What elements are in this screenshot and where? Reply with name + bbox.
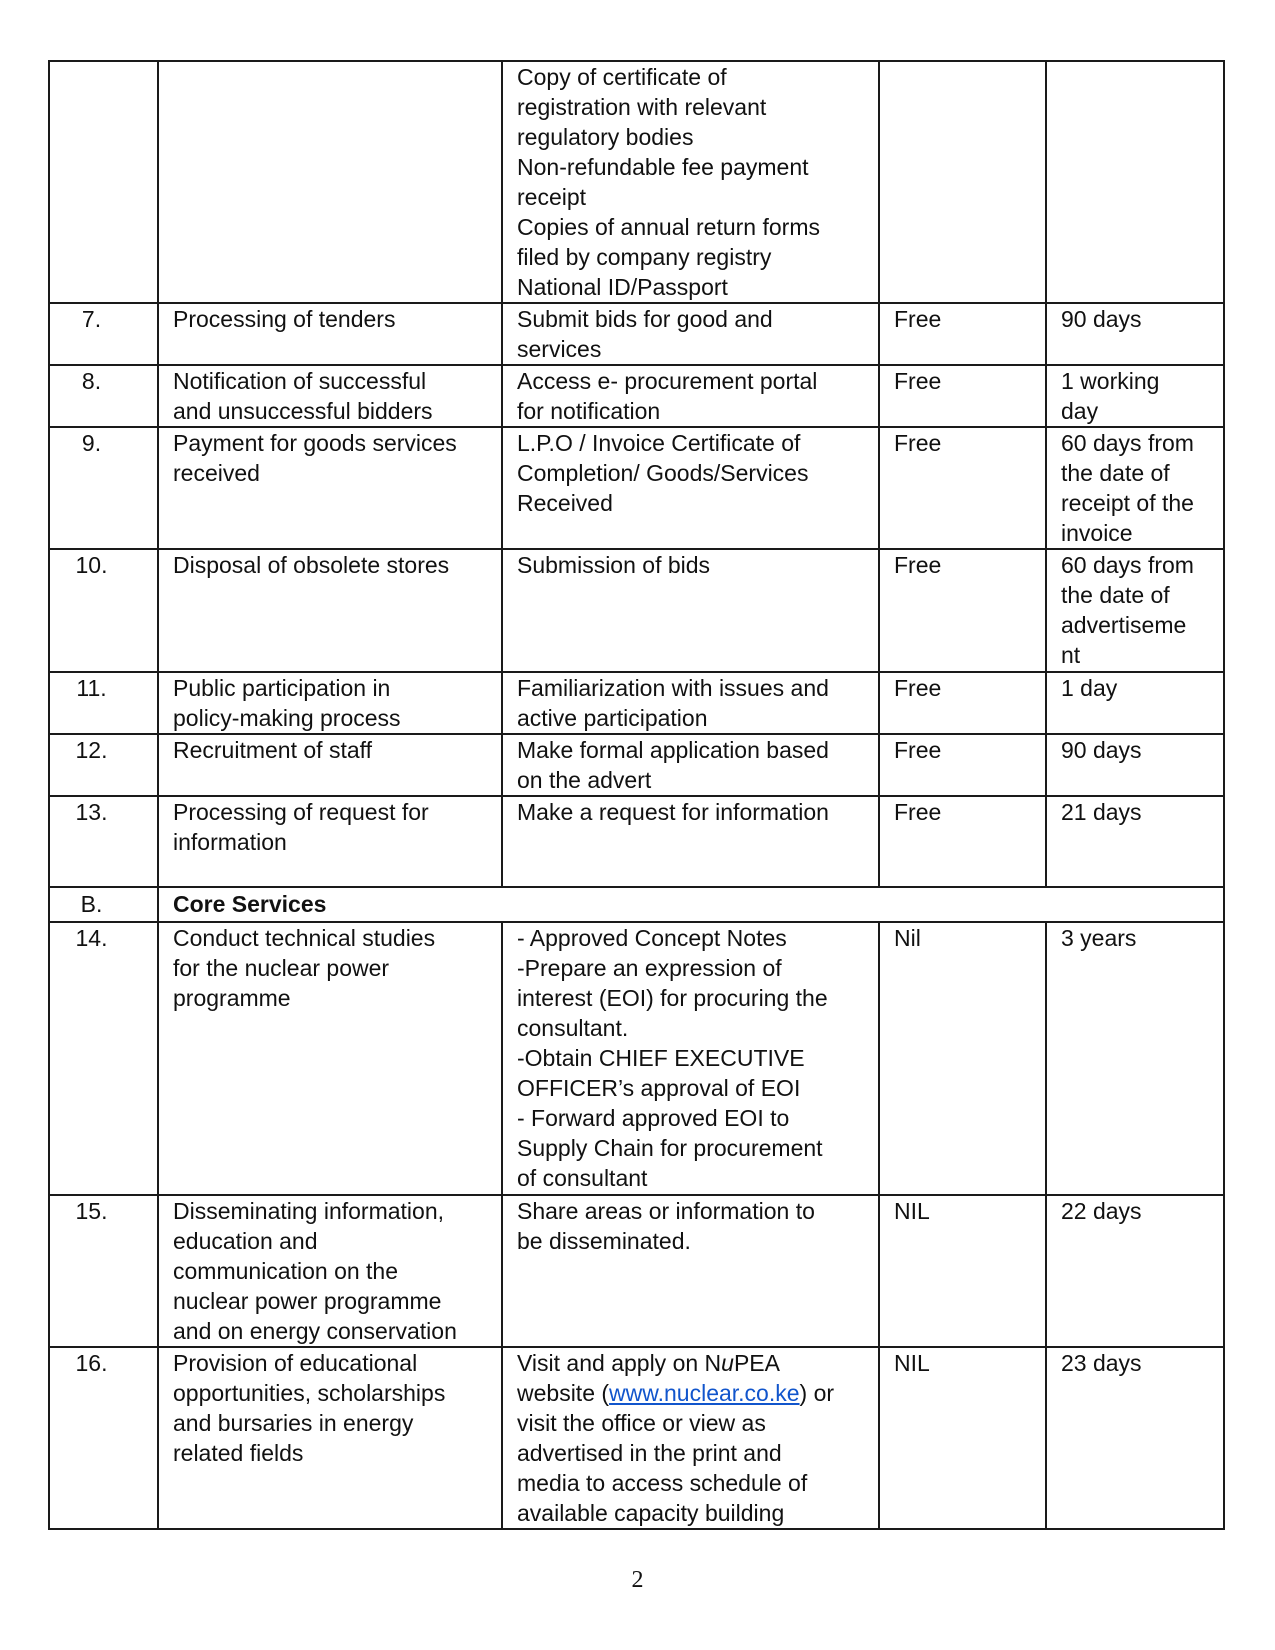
cell-timeline (1046, 672, 1224, 734)
row-number: 13. (75, 799, 108, 825)
cell-service (158, 672, 502, 734)
text-line: Copies of annual return forms (517, 214, 820, 240)
text-line: be disseminated. (517, 1228, 691, 1254)
text-line: receipt (517, 184, 587, 210)
cell-cost (879, 734, 1046, 796)
text-line: OFFICER’s approval of EOI (517, 1075, 801, 1101)
cell-no (49, 734, 158, 796)
cell-requirements (502, 922, 879, 1195)
text-line: website (www.nuclear.co.ke) or (517, 1380, 835, 1406)
cell-service (158, 303, 502, 365)
text-line: of consultant (517, 1165, 648, 1191)
cell-timeline (1046, 1347, 1224, 1529)
text-line: Submit bids for good and (517, 306, 773, 332)
text-line: Processing of request for (173, 799, 429, 825)
table-row (49, 922, 1224, 1195)
text-line: programme (173, 985, 291, 1011)
section-label: B. (49, 887, 158, 922)
cell-timeline (1046, 922, 1224, 1195)
italic-u: u (721, 1350, 734, 1376)
text-line: active participation (517, 705, 708, 731)
text-line: - Forward approved EOI to (517, 1105, 790, 1131)
cell-no (49, 796, 158, 887)
text-line: 1 working (1061, 368, 1160, 394)
text-line: services (517, 336, 602, 362)
text-line: National ID/Passport (517, 274, 728, 300)
table-row (49, 672, 1224, 734)
cell-requirements (502, 734, 879, 796)
cell-no (49, 427, 158, 549)
website-link[interactable]: www.nuclear.co.ke (609, 1380, 800, 1406)
cell-requirements (502, 61, 879, 303)
cell-cost (879, 549, 1046, 672)
cell-service (158, 922, 502, 1195)
text-line: 90 days (1061, 306, 1142, 332)
cell-timeline (1046, 365, 1224, 427)
text-line: related fields (173, 1440, 304, 1466)
text-line: Disposal of obsolete stores (173, 552, 450, 578)
text-line: for notification (517, 398, 661, 424)
cell-requirements (502, 427, 879, 549)
text-line: 3 years (1061, 925, 1137, 951)
text-line: nuclear power programme (173, 1288, 442, 1314)
cell-cost (879, 922, 1046, 1195)
cell-cost (879, 1195, 1046, 1347)
cell-service (158, 549, 502, 672)
cell-cost (879, 365, 1046, 427)
table-row (49, 303, 1224, 365)
text-line: invoice (1061, 520, 1133, 546)
cell-service (158, 365, 502, 427)
text-line: Familiarization with issues and (517, 675, 829, 701)
text-line: opportunities, scholarships (173, 1380, 446, 1406)
text-line: and unsuccessful bidders (173, 398, 433, 424)
text-line: Submission of bids (517, 552, 711, 578)
cell-requirements (502, 672, 879, 734)
text-line: 90 days (1061, 737, 1142, 763)
text-line: nt (1061, 642, 1081, 668)
cell-cost (879, 427, 1046, 549)
cell-cost (879, 61, 1046, 303)
cell-requirements (502, 796, 879, 887)
text-line: Public participation in (173, 675, 391, 701)
text-line: 23 days (1061, 1350, 1142, 1376)
cell-service (158, 61, 502, 303)
text-line: the date of (1061, 582, 1170, 608)
service-charter-table (48, 60, 1225, 1530)
text-line: the date of (1061, 460, 1170, 486)
cell-timeline (1046, 734, 1224, 796)
text-line: education and (173, 1228, 318, 1254)
cell-no (49, 672, 158, 734)
text-line: communication on the (173, 1258, 399, 1284)
cell-requirements (502, 303, 879, 365)
cost-value: Free (894, 675, 942, 701)
row-number: 9. (81, 430, 102, 456)
row-number: 15. (75, 1198, 108, 1224)
text-line: and on energy conservation (173, 1318, 457, 1344)
row-number: 12. (75, 737, 108, 763)
row-number: 14. (75, 925, 108, 951)
cell-no (49, 1347, 158, 1529)
text-line: available capacity building (517, 1500, 785, 1526)
text-line: on the advert (517, 767, 652, 793)
text-line: registration with relevant (517, 94, 767, 120)
row-number: 16. (75, 1350, 108, 1376)
continuation-row (49, 61, 1224, 303)
text-line: - Approved Concept Notes (517, 925, 787, 951)
cell-requirements (502, 1195, 879, 1347)
section-title: Core Services (158, 887, 1224, 922)
text-line: Processing of tenders (173, 306, 396, 332)
cost-value: NIL (894, 1350, 930, 1376)
cell-cost (879, 796, 1046, 887)
text-line: Access e- procurement portal (517, 368, 818, 394)
text-line: Visit and apply on NuPEA (517, 1350, 780, 1376)
cost-value: Free (894, 737, 942, 763)
cell-no (49, 365, 158, 427)
row-number: 11. (76, 675, 107, 701)
cost-value: Free (894, 799, 942, 825)
text-line: Non-refundable fee payment (517, 154, 809, 180)
cost-value: Free (894, 552, 942, 578)
table-row (49, 365, 1224, 427)
cell-service (158, 427, 502, 549)
text-line: 21 days (1061, 799, 1142, 825)
row-number: 7. (81, 306, 102, 332)
text-line: 60 days from (1061, 552, 1194, 578)
text-line: Provision of educational (173, 1350, 418, 1376)
cell-cost (879, 672, 1046, 734)
text-line: -Prepare an expression of (517, 955, 782, 981)
text-line: Recruitment of staff (173, 737, 372, 763)
cost-value: Nil (894, 925, 921, 951)
row-number: 10. (75, 552, 108, 578)
text-line: Share areas or information to (517, 1198, 815, 1224)
cell-no (49, 549, 158, 672)
text-line: information (173, 829, 287, 855)
text-line: advertiseme (1061, 612, 1187, 638)
cell-timeline (1046, 303, 1224, 365)
text-line: received (173, 460, 260, 486)
cell-service (158, 734, 502, 796)
text-line: 22 days (1061, 1198, 1142, 1224)
cost-value: Free (894, 368, 942, 394)
text-line: 1 day (1061, 675, 1118, 701)
cell-requirements (502, 549, 879, 672)
text-line: for the nuclear power (173, 955, 390, 981)
text-line: visit the office or view as (517, 1410, 766, 1436)
cell-no (49, 303, 158, 365)
text-line: Received (517, 490, 613, 516)
text-line: media to access schedule of (517, 1470, 808, 1496)
table-row (49, 734, 1224, 796)
cost-value: Free (894, 430, 942, 456)
row-number: 8. (81, 368, 102, 394)
text-line: Supply Chain for procurement (517, 1135, 823, 1161)
table-row (49, 1347, 1224, 1529)
text-line: regulatory bodies (517, 124, 694, 150)
cell-cost (879, 303, 1046, 365)
cell-timeline (1046, 1195, 1224, 1347)
cell-service (158, 1347, 502, 1529)
table-row (49, 549, 1224, 672)
cell-no (49, 922, 158, 1195)
cost-value: NIL (894, 1198, 930, 1224)
page-number: 2 (631, 1567, 644, 1593)
cell-timeline (1046, 61, 1224, 303)
table-row (49, 796, 1224, 887)
text-line: policy-making process (173, 705, 401, 731)
text-line: interest (EOI) for procuring the (517, 985, 828, 1011)
cost-value: Free (894, 306, 942, 332)
text-line: receipt of the (1061, 490, 1194, 516)
cell-requirements (502, 365, 879, 427)
section-header-core-services (49, 887, 1224, 922)
text-line: Conduct technical studies (173, 925, 436, 951)
text-line: L.P.O / Invoice Certificate of (517, 430, 801, 456)
text-line: Make a request for information (517, 799, 829, 825)
cell-cost (879, 1347, 1046, 1529)
cell-no (49, 61, 158, 303)
text-line: Copy of certificate of (517, 64, 727, 90)
text-line: Notification of successful (173, 368, 427, 394)
table-row (49, 427, 1224, 549)
cell-requirements (502, 1347, 879, 1529)
text-line: and bursaries in energy (173, 1410, 414, 1436)
cell-no (49, 1195, 158, 1347)
cell-timeline (1046, 796, 1224, 887)
text-line: Make formal application based (517, 737, 829, 763)
text-line: Completion/ Goods/Services (517, 460, 809, 486)
text-line: 60 days from (1061, 430, 1194, 456)
text-line: Disseminating information, (173, 1198, 445, 1224)
text-line: -Obtain CHIEF EXECUTIVE (517, 1045, 805, 1071)
text-line: filed by company registry (517, 244, 772, 270)
text-line: consultant. (517, 1015, 629, 1041)
cell-timeline (1046, 427, 1224, 549)
cell-service (158, 796, 502, 887)
cell-service (158, 1195, 502, 1347)
text-line: day (1061, 398, 1099, 424)
table-row (49, 1195, 1224, 1347)
text-line: advertised in the print and (517, 1440, 782, 1466)
cell-timeline (1046, 549, 1224, 672)
text-line: Payment for goods services (173, 430, 457, 456)
